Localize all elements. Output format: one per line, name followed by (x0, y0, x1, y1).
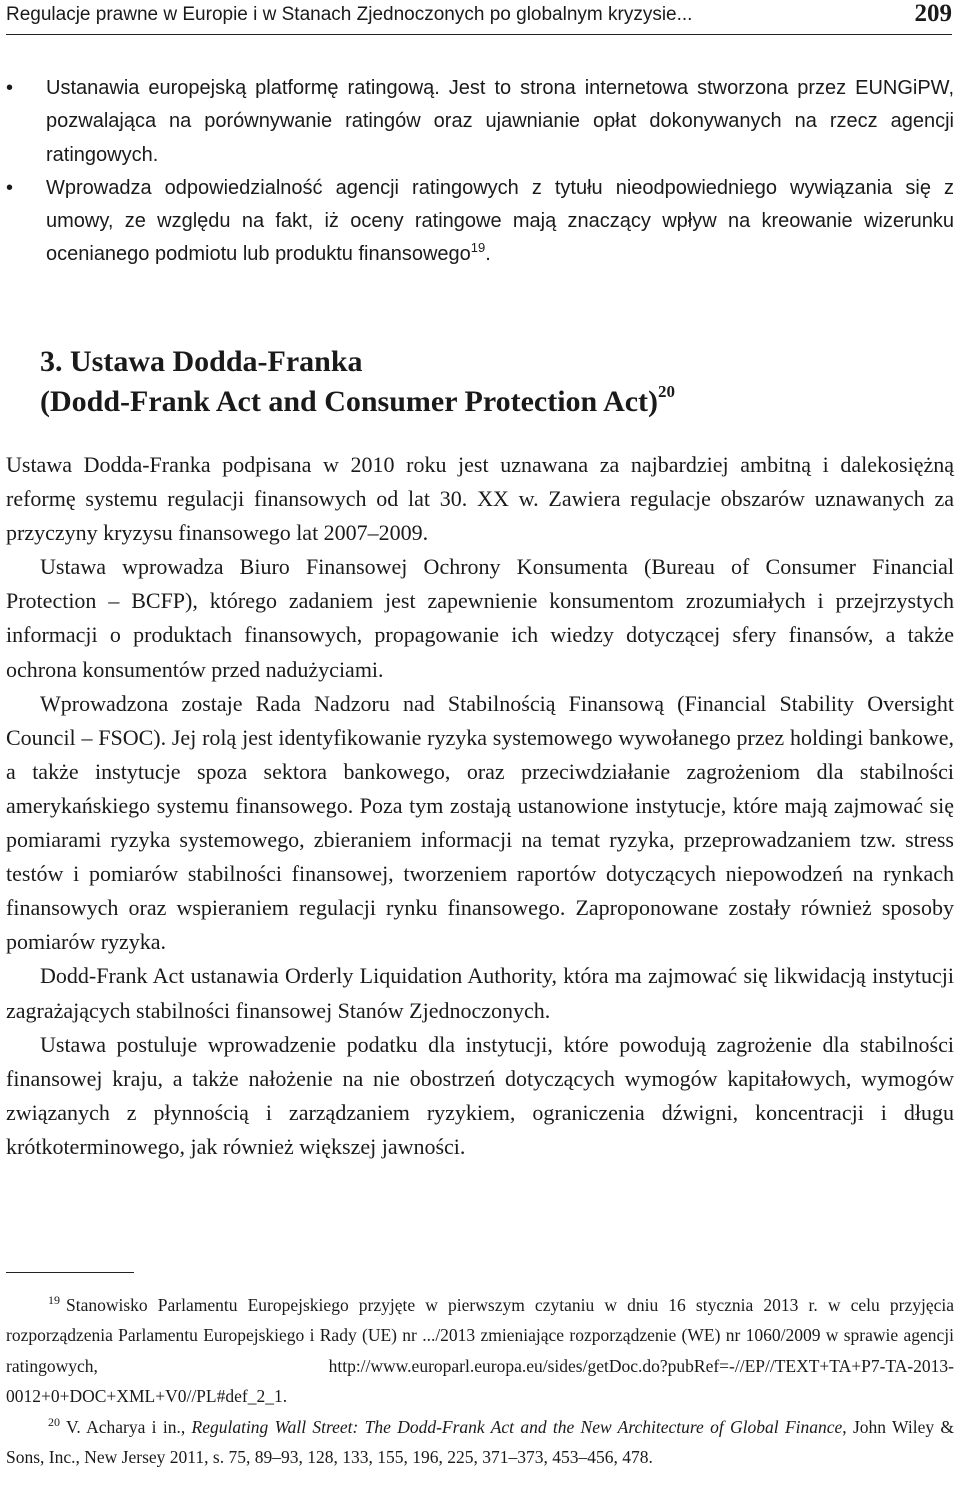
footnote (6, 1412, 954, 1473)
bullet-item (6, 172, 954, 272)
footnote-authors: V. Acharya i in., (66, 1416, 186, 1437)
running-header (6, 0, 952, 35)
footnote-text: Stanowisko Parlamentu Europejskiego przyjęte w pierwszym czytaniu w dniu 16 stycznia 2013 r. w celu przyjęcia rozporządzenia Parlamentu Europejskiego i Rady (UE) nr .../2013 zmieniające rozporządzenie (WE) nr 1060/2009 w sprawie agencji ratingowych, http://www.europarl.europa.eu/sides/getDoc.do?pubRef=-//EP//TEXT+TA+P7-TA-2013-0012+0+DOC+XML+V0//PL#def_2_1. (6, 1295, 954, 1407)
paragraph: Ustawa postuluje wprowadzenie podatku dla instytucji, które powodują zagrożenie dla stabilności finansowej kraju, a także nałożenie na nie obostrzeń dotyczących wymogów kapitałowych, wymogów związanych z płynnością i zarządzaniem ryzykiem, ograniczenia dźwigni, koncentracji i długu krótkoterminowego, jak również większej jawności. (6, 1031, 954, 1159)
paragraph: Ustawa wprowadza Biuro Finansowej Ochrony Konsumenta (Bureau of Consumer Financial Protection – BCFP), którego zadaniem jest zapewnienie konsumentom zrozumiałych i przejrzystych informacji o produktach finansowych, propagowanie ich wiedzy dotyczącej sfery finansów, a także ochrona konsumentów przed nadużyciami. (6, 554, 954, 682)
footnote-ref[interactable]: 20 (658, 382, 676, 401)
paragraph: Wprowadzona zostaje Rada Nadzoru nad Stabilnością Finansową (Financial Stability Oversight Council – FSOC). Jej rolą jest identyfikowanie ryzyka systemowego wywołanego przez holdingi bankowe, a także instytucje spoza sektora bankowego, oraz przeciwdziałanie zagrożeniom dla stabilności amerykańskiego systemu finansowego. Poza tym zostają ustanowione instytucje, które mają zajmować się pomiarami ryzyka systemowego, zbieraniem informacji na temat ryzyka, przeprowadzaniem tzw. stress testów i pomiarów stabilności finansowej, tworzeniem raportów dotyczących niepowodzeń na rynkach finansowych oraz wspieraniem regulacji rynku finansowego. Zaproponowane zostały również sposoby pomiarów ryzyka. (6, 690, 954, 955)
bullet-text: Wprowadza odpowiedzialność agencji ratingowych z tytułu nieodpowiedniego wywiązania się z umowy, ze względu na fakt, iż oceny ratingowe mają znaczący wpływ na kreowanie wizerunku ocenianego podmiotu lub produktu finansowego (46, 176, 954, 266)
page-number: 209 (914, 0, 952, 27)
bullet-tail: . (485, 243, 491, 266)
bullet-list (6, 72, 954, 272)
footnote-divider (6, 1272, 134, 1273)
section-heading-line1: 3. Ustawa Dodda-Franka (40, 345, 363, 378)
footnotes (6, 1290, 954, 1472)
bullet-icon: • (6, 176, 14, 199)
footnote (6, 1290, 954, 1412)
footnote-number: 20 (48, 1414, 60, 1429)
running-title: Regulacje prawne w Europie i w Stanach Zjednoczonych po globalnym kryzysie... (6, 4, 693, 25)
footnote-book-title: Regulating Wall Street: The Dodd-Frank Act and the New Architecture of Global Finance (191, 1416, 843, 1437)
section-heading (40, 342, 675, 422)
footnote-number: 19 (48, 1293, 60, 1307)
body-text (6, 448, 954, 1164)
bullet-text: Ustanawia europejską platformę ratingową. Jest to strona internetowa stworzona przez EUNGiPW, pozwalająca na porównywanie ratingów oraz ujawnianie opłat dokonywanych na rzecz agencji ratingowych. (46, 77, 954, 166)
bullet-item (6, 72, 954, 172)
footnote-rest: , John Wiley & Sons, Inc., New Jersey 2011, s. 75, 89–93, 128, 133, 155, 196, 225, 371–373, 453–456, 478. (6, 1416, 954, 1468)
paragraph: Ustawa Dodda-Franka podpisana w 2010 roku jest uznawana za najbardziej ambitną i dalekosiężną reformę systemu regulacji finansowych od lat 30. XX w. Zawiera regulacje obszarów uznawanych za przyczyny kryzysu finansowego lat 2007–2009. (6, 452, 954, 546)
bullet-icon: • (6, 77, 14, 99)
footnote-ref[interactable]: 19 (470, 240, 486, 256)
section-heading-line2: (Dodd-Frank Act and Consumer Protection Act) (40, 385, 659, 418)
paragraph: Dodd-Frank Act ustanawia Orderly Liquidation Authority, która ma zajmować się likwidacją instytucji zagrażających stabilności finansowej Stanów Zjednoczonych. (6, 963, 954, 1023)
